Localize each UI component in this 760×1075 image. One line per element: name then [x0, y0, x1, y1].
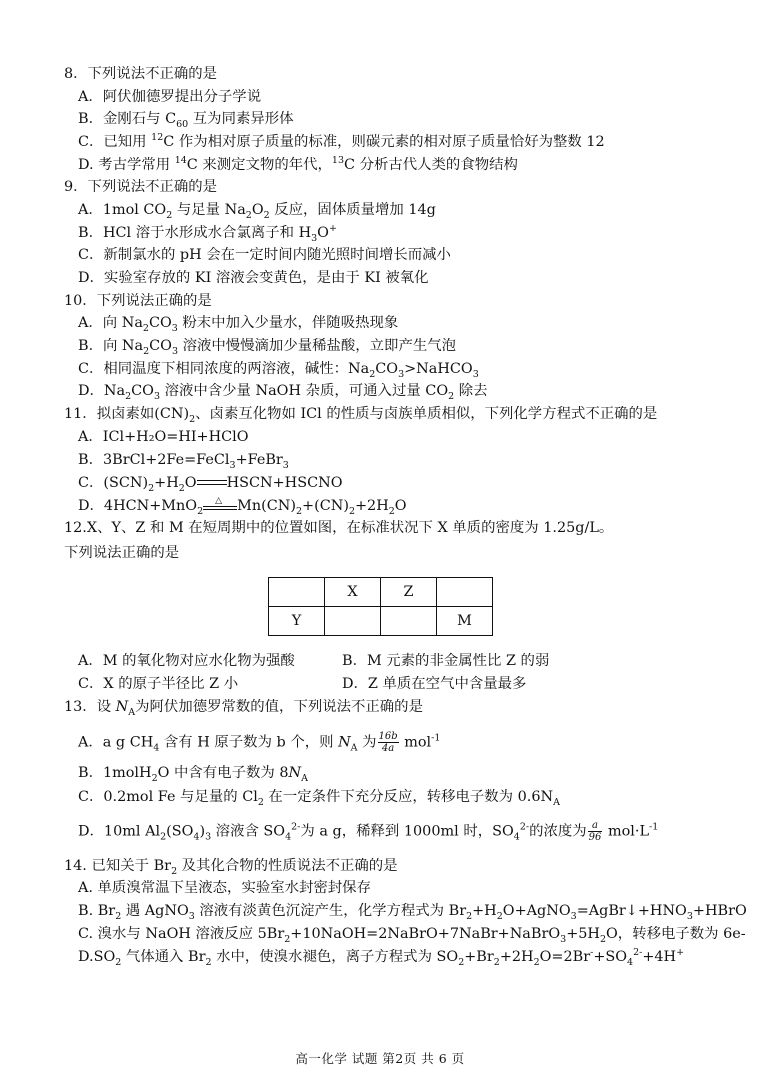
q14-stem: 14. 已知关于 $Br_2$ 及其化合物的性质说法不正确的是 [64, 858, 398, 877]
q9-stem: 9．下列说法不正确的是 [64, 179, 218, 195]
q14-option-c: C. 溴水与 NaOH 溶液反应 $5Br_2+10NaOH=2NaBrO+7NaBr+NaBrO_3+5H_2O$，转移电子数为 6e- [78, 926, 746, 945]
q12-option-a: A．M 的氧化物对应水化物为强酸 [78, 653, 295, 669]
q13-option-b: B．1molH$_2$O 中含有电子数为 $8N_A$ [78, 765, 308, 784]
q14-option-d: $D.SO_2$ 气体通入 $Br_2$ 水中，使溴水褪色，离子方程式为 $SO_2+Br_2+2H_2O=2Br^-+SO_4^{2-}+4H^+$ [78, 947, 685, 968]
fraction-16b-over-4a: $\frac{16b}{4a}$ [378, 731, 398, 754]
q13-option-c: C．0.2mol Fe 与足量的 $Cl_2$ 在一定条件下充分反应，转移电子数为 $0.6N_A$ [78, 789, 561, 808]
q11-stem: 11．拟卤素如$(CN)_2$、卤素互化物如 ICl 的性质与卤族单质相似，下列化学方程式不正确的是 [64, 406, 658, 425]
q11-option-b: B．3BrCl+2Fe=FeCl$_3$+FeBr$_3$ [78, 452, 289, 471]
table-cell [269, 578, 325, 607]
q13-stem: 13．设 $N_A$为阿伏加德罗常数的值，下列说法不正确的是 [64, 699, 423, 718]
q8-stem: 8．下列说法不正确的是 [64, 66, 218, 82]
q10-option-d: D．$Na_2CO_3$ 溶液中含少量 NaOH 杂质，可通入过量 $CO_2$ 除去 [78, 383, 488, 402]
q8-option-a: A．阿伏伽德罗提出分子学说 [78, 89, 262, 105]
q9-option-d: D．实验室存放的 KI 溶液会变黄色，是由于 KI 被氧化 [78, 270, 429, 286]
q11-option-d: D．4HCN+MnO$_2$ △ $Mn(CN)_2+(CN)_2+2H_2O$ [78, 496, 407, 517]
reversible-equals-sign [197, 479, 227, 487]
fraction-a-over-96: $\frac{a}{96}$ [588, 820, 602, 843]
q11-option-c: C．$(SCN)_2+H_2O$ HSCN+HSCNO [78, 475, 343, 494]
q12-option-b: B．M 元素的非金属性比 Z 的弱 [342, 653, 550, 669]
q14-option-a: A. 单质溴常温下呈液态，实验室水封密封保存 [78, 880, 371, 896]
q10-option-a: A．向 $Na_2CO_3$ 粉末中加入少量水，伴随吸热现象 [78, 315, 399, 334]
table-cell [437, 578, 493, 607]
table-cell: M [437, 607, 493, 636]
q13-option-d: D．10ml $Al_2(SO_4)_3$ 溶液含 $SO_4^{2-}$为 a g，稀释到 1000ml 时，$SO_4^{2-}$的浓度为 $\frac{a}{96}$ $mol\cdot L^{-1}$ [78, 820, 659, 843]
q9-option-c: C．新制氯水的 pH 会在一定时间内随光照时间增长而减小 [78, 247, 451, 263]
q12-stem: 12.X、Y、Z 和 M 在短周期中的位置如图，在标准状况下 X 单质的密度为 1.25g/L。 [64, 520, 614, 536]
q11-option-a: A．ICl+H₂O=HI+HClO [78, 429, 249, 445]
table-cell: Y [269, 607, 325, 636]
q13-option-a: A．a g $CH_4$ 含有 H 原子数为 b 个，则 $N_A$ 为 $\frac{16b}{4a}$ mol$^{-1}$ [78, 731, 441, 754]
heating-condition-sign: △ [203, 500, 237, 512]
q8-option-b: B．金刚石与 $C_{60}$ 互为同素异形体 [78, 111, 294, 130]
table-cell: X [325, 578, 381, 607]
periodic-position-table [268, 577, 493, 636]
q10-stem: 10．下列说法正确的是 [64, 293, 212, 309]
q8-option-c: C．已知用 $^{12}$C 作为相对原子质量的标准，则碳元素的相对原子质量恰好为整数 12 [78, 132, 605, 150]
q12-stem-2: 下列说法正确的是 [64, 545, 180, 561]
q8-option-d: D. 考古学常用 $^{14}$C 来测定文物的年代，$^{13}$C 分析古代人类的食物结构 [78, 155, 518, 173]
q10-option-c: C．相同温度下相同浓度的两溶液，碱性：$Na_2CO_3>NaHCO_3$ [78, 361, 479, 380]
q12-option-c: C．X 的原子半径比 Z 小 [78, 676, 239, 692]
q12-option-d: D．Z 单质在空气中含量最多 [342, 676, 527, 692]
q9-option-b: B．HCl 溶于水形成水合氯离子和 $H_3O^+$ [78, 223, 337, 244]
table-cell: Z [381, 578, 437, 607]
page-footer: 高一化学 试题 第2页 共 6 页 [295, 1051, 465, 1066]
q14-option-b: B. $Br_2$ 遇 AgNO$_3$ 溶液有淡黄色沉淀产生，化学方程式为 $Br_2+H_2O+AgNO_3=AgBr↓+HNO_3+HBrO$ [78, 903, 747, 922]
table-cell [325, 607, 381, 636]
q9-option-a: A．1mol $CO_2$ 与足量 $Na_2O_2$ 反应，固体质量增加 14g [78, 202, 436, 221]
q10-option-b: B．向 $Na_2CO_3$ 溶液中慢慢滴加少量稀盐酸，立即产生气泡 [78, 338, 457, 357]
table-cell [381, 607, 437, 636]
